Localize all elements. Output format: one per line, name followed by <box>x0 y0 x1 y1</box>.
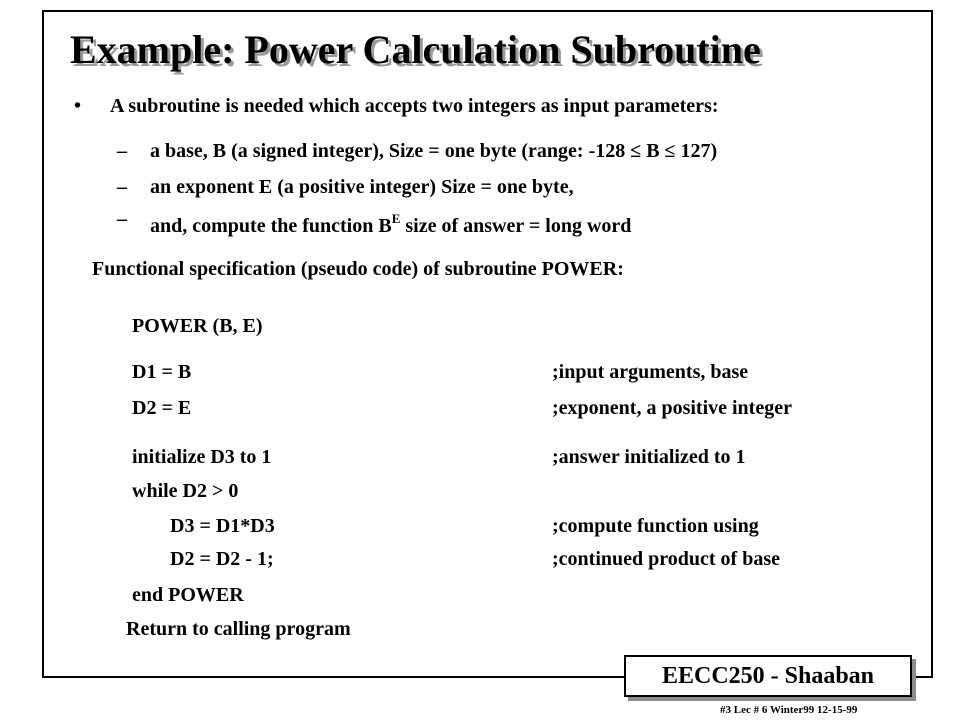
code-line: while D2 > 0 <box>132 480 239 502</box>
code-comment: ;exponent, a positive integer <box>552 397 792 419</box>
code-comment: ;input arguments, base <box>552 361 749 383</box>
code-line: Return to calling program <box>126 618 351 640</box>
code-line: initialize D3 to 1 <box>132 446 272 468</box>
subitem-base: a base, B (a signed integer), Size = one byte (range: -128 ≤ B ≤ 127) <box>150 140 718 162</box>
subitem-compute <box>150 207 631 238</box>
code-comment: ;compute function using <box>552 515 759 537</box>
exponent-superscript: E <box>391 211 401 226</box>
subitem-compute-text: and, compute the function B <box>150 215 392 237</box>
code-line: D3 = D1*D3 <box>170 515 275 537</box>
code-line: end POWER <box>132 584 244 606</box>
code-header: POWER (B, E) <box>132 315 263 337</box>
subitem-exponent: an exponent E (a positive integer) Size = one byte, <box>150 176 574 198</box>
bullet-text: A subroutine is needed which accepts two integers as input parameters: <box>110 95 719 117</box>
spec-heading: Functional specification (pseudo code) of subroutine POWER: <box>92 258 624 280</box>
code-line: D1 = B <box>132 361 192 383</box>
code-comment: ;continued product of base <box>552 548 780 570</box>
dash-marker: – <box>117 208 127 230</box>
lecture-footer: #3 Lec # 6 Winter99 12-15-99 <box>720 704 858 716</box>
subitem-compute-size: size of answer = long word <box>400 215 632 237</box>
course-footer: EECC250 - Shaaban <box>624 655 912 697</box>
bullet-marker: • <box>74 95 82 117</box>
code-line: D2 = E <box>132 397 192 419</box>
slide-title: Example: Power Calculation Subroutine <box>70 27 761 72</box>
dash-marker: – <box>117 140 127 162</box>
code-comment: ;answer initialized to 1 <box>552 446 746 468</box>
code-line: D2 = D2 - 1; <box>170 548 274 570</box>
dash-marker: – <box>117 176 127 198</box>
